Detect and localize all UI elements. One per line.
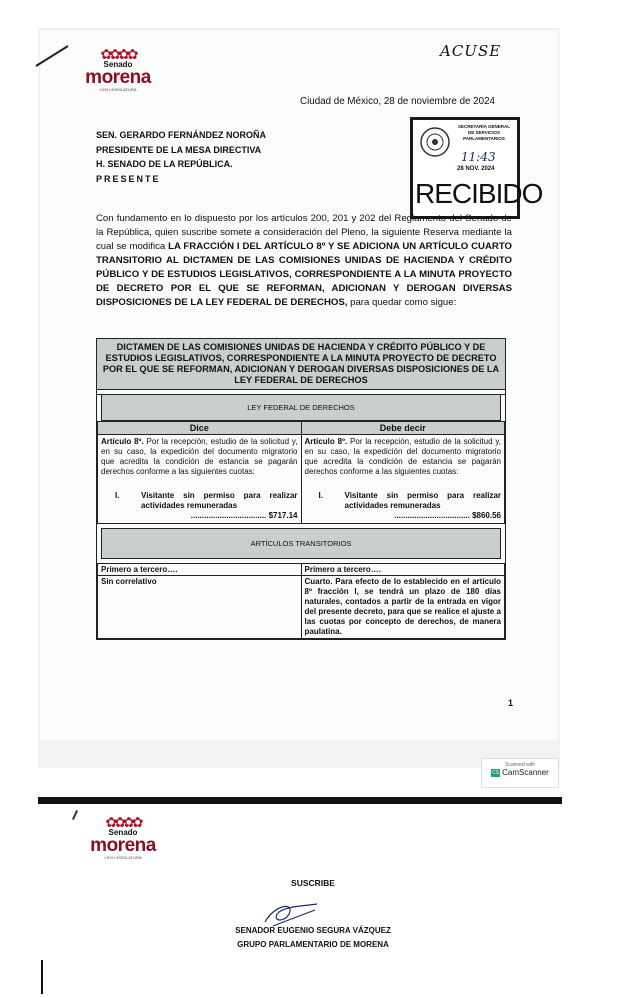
law-header: LEY FEDERAL DE DERECHOS bbox=[101, 395, 501, 421]
art-label: Artículo 8º. bbox=[304, 437, 348, 446]
logo-legislature: LXVI LEGISLATURA bbox=[99, 87, 137, 92]
dice-debe-table bbox=[97, 421, 505, 524]
stamp-time: 11:43 bbox=[461, 150, 496, 164]
intro-end: para quedar como sigue: bbox=[350, 297, 457, 308]
item-text: Visitante sin permiso para realizar actividades remuneradas bbox=[141, 491, 298, 510]
comparison-table bbox=[96, 338, 506, 640]
flower-icon: ✿✿✿✿ bbox=[105, 814, 141, 830]
intro-bold: LA FRACCIÓN I DEL ARTÍCULO 8º Y SE ADICIONA UN ARTÍCULO CUARTO TRANSITORIO AL DICTAMEN DE LAS COMISIONES UNIDAS DE HACIENDA Y CRÉDITO PÚBLICO Y DE ESTUDIOS LEGISLATIVOS, CORRESPONDIENTE A LA MINUTA PROYECTO DE DECRETO POR EL QUE SE REFORMAN, ADICIONAN Y DEROGAN DIVERSAS DISPOSICIONES DE LA LEY FEDERAL DE DERECHOS, bbox=[96, 241, 512, 308]
edge-mark bbox=[41, 960, 43, 994]
suscribe-label: SUSCRIBE bbox=[291, 878, 335, 888]
addressee-line: PRESENTE bbox=[96, 173, 161, 184]
logo-name: morena bbox=[85, 67, 151, 88]
addressee-block bbox=[96, 128, 266, 186]
cuarto-text: Cuarto. Para efecto de lo establecido en el artículo 8º fracción I, se tendrá un plazo de 180 días naturales, contados a partir de la entrada en vigor del presente decreto, para que se realice el ajuste a las cuotas por concepto de derechos, de manera paulatina. bbox=[301, 576, 505, 639]
debe-cell: Artículo 8º. Por la recepción, estudio de la solicitud y, en su caso, la expedición del documento migratorio que acredita la condición de estancia se pagarán derechos conforme a las siguientes cuotas: I. Visitante sin permiso para realizar actividades remuneradas .................................. $860.56 bbox=[301, 435, 505, 524]
roman-numeral: I. bbox=[115, 491, 120, 500]
art-text: Por la recepción, estudio de la solicitud y, en su caso, la expedición del documento migratorio que acredita la condición de estancia se pagarán derechos conforme a las siguientes cuotas: bbox=[101, 437, 298, 476]
amount-debe: $860.56 bbox=[472, 511, 501, 520]
signer-group: GRUPO PARLAMENTARIO DE MORENA bbox=[237, 940, 389, 949]
seal-icon bbox=[419, 126, 451, 158]
art-label: Artículo 8º. bbox=[101, 437, 144, 446]
primero-right: Primero a tercero…. bbox=[301, 564, 505, 576]
addressee-line: PRESIDENTE DE LA MESA DIRECTIVA bbox=[96, 144, 262, 155]
date-line: Ciudad de México, 28 de noviembre de 2024 bbox=[300, 96, 495, 107]
amount-dice: $717.14 bbox=[268, 511, 298, 520]
logo-senado: Senado bbox=[103, 60, 133, 69]
logo-senado: Senado bbox=[108, 828, 138, 837]
intro-paragraph bbox=[96, 212, 512, 310]
intro-text: Con fundamento en lo dispuesto por los artículos 200, 201 y 202 del Reglamento del Senado de la República, quien suscribe somete a consideración del Pleno, la siguiente Reserva mediante la cual se modifica bbox=[96, 213, 512, 252]
camscanner-icon: CS bbox=[492, 769, 500, 776]
roman-numeral: I. bbox=[318, 491, 323, 500]
scanner-line1: Scanned with bbox=[504, 762, 536, 768]
stamp-date: 28 NOV. 2024 bbox=[457, 166, 495, 172]
transitorios-table bbox=[97, 563, 505, 639]
camscanner-badge bbox=[481, 758, 559, 788]
dice-cell: Artículo 8º. Por la recepción, estudio de la solicitud y, en su caso, la expedición del documento migratorio que acredita la condición de estancia se pagarán derechos conforme a las siguientes cuotas: I. Visitante sin permiso para realizar actividades remuneradas .................................. $717.14 bbox=[98, 435, 302, 524]
stamp-org: SECRETARÍA GENERAL DE SERVICIOS PARLAMENTARIOS bbox=[457, 124, 510, 141]
morena-logo bbox=[88, 816, 158, 860]
scanner-line2: CamScanner bbox=[502, 768, 549, 777]
flower-icon: ✿✿✿✿ bbox=[100, 46, 136, 62]
sin-correlativo: Sin correlativo bbox=[98, 576, 302, 639]
primero-left: Primero a tercero…. bbox=[98, 564, 302, 576]
signer-name: SENADOR EUGENIO SEGURA VÁZQUEZ bbox=[235, 926, 391, 935]
transitorios-header: ARTÍCULOS TRANSITORIOS bbox=[101, 528, 501, 559]
received-stamp bbox=[410, 117, 543, 219]
pen-mark bbox=[72, 810, 78, 820]
art-text: Por la recepción, estudio de la solicitud y, en su caso, la expedición del documento migratorio que acredita la condición de estancia se pagarán derechos conforme a las siguientes cuotas: bbox=[304, 437, 501, 476]
col-dice: Dice bbox=[98, 422, 302, 435]
morena-logo bbox=[83, 48, 153, 92]
addressee-line: H. SENADO DE LA REPÚBLICA. bbox=[96, 159, 233, 169]
logo-name: morena bbox=[90, 835, 156, 856]
pen-mark bbox=[34, 40, 74, 70]
addressee-line: SEN. GERARDO FERNÁNDEZ NOROÑA bbox=[96, 130, 267, 140]
col-debe: Debe decir bbox=[301, 422, 505, 435]
table-title: DICTAMEN DE LAS COMISIONES UNIDAS DE HACIENDA Y CRÉDITO PÚBLICO Y DE ESTUDIOS LEGISLATIVOS, CORRESPONDIENTE A LA MINUTA PROYECTO DE DECRETO POR EL QUE SE REFORMAN, ADICIONAN Y DEROGAN DIVERSAS DISPOSICIONES DE LA LEY FEDERAL DE DERECHOS bbox=[97, 339, 505, 390]
item-text: Visitante sin permiso para realizar actividades remuneradas bbox=[344, 491, 501, 510]
stamp-label: RECIBIDO bbox=[415, 178, 543, 209]
page-number: 1 bbox=[508, 698, 514, 708]
handwritten-note: ACUSE bbox=[440, 42, 502, 60]
logo-legislature: LXVI LEGISLATURA bbox=[104, 855, 142, 860]
page-divider bbox=[38, 797, 562, 804]
